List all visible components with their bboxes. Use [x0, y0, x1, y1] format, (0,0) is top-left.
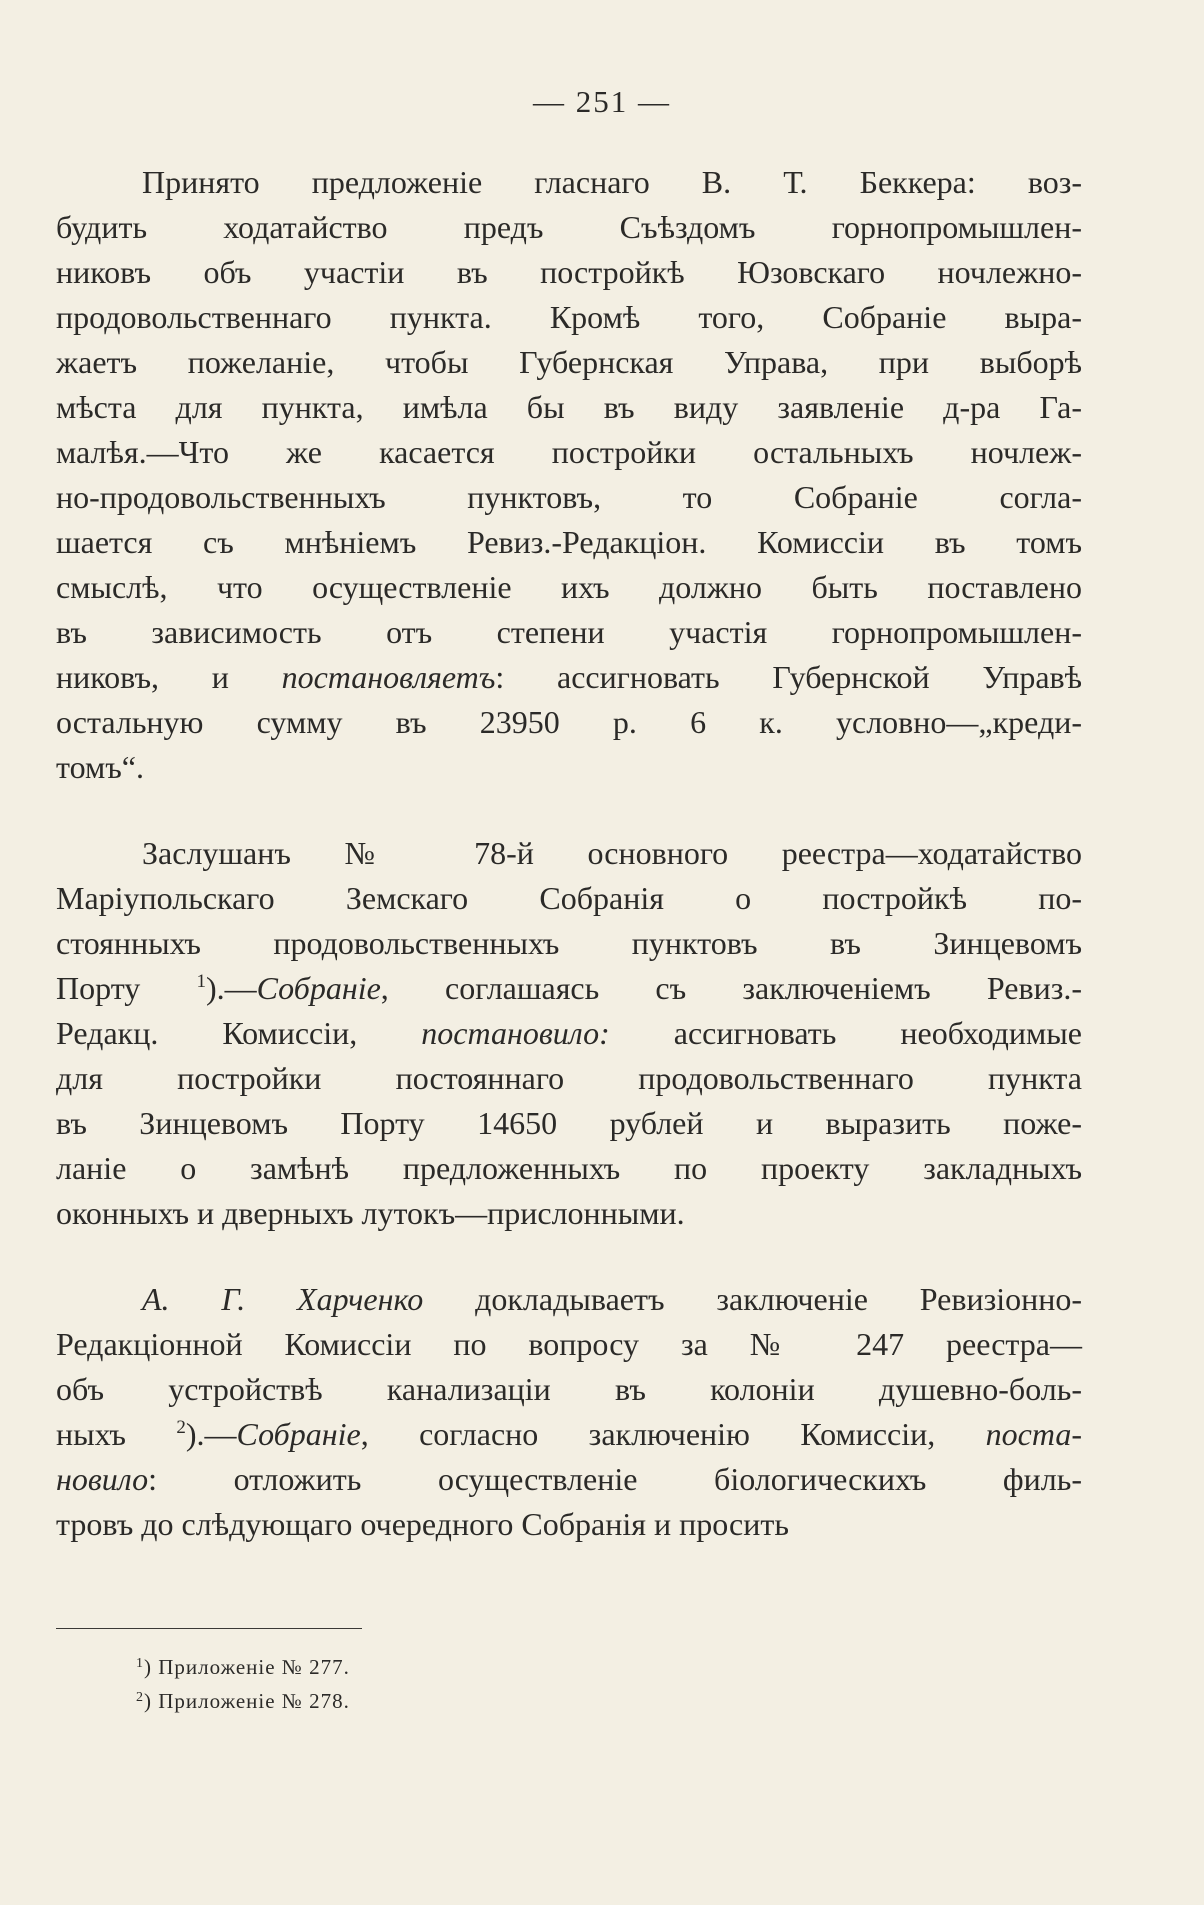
text-line	[56, 1322, 1082, 1367]
text-run: , согласно заключенію Комиссіи,	[360, 1416, 986, 1452]
text-line	[56, 1502, 1082, 1547]
text-line	[56, 340, 1082, 385]
italic-text: постановило:	[421, 1015, 610, 1051]
text-line	[56, 655, 1082, 700]
text-run: томъ“.	[56, 749, 144, 785]
text-run: остальную сумму въ 23950 р. 6 к. условно—„креди-	[56, 704, 1082, 740]
italic-text: А. Г. Харченко	[142, 1281, 424, 1317]
text-run: ланіе о замѣнѣ предложенныхъ по проекту закладныхъ	[56, 1150, 1082, 1186]
text-line	[56, 1146, 1082, 1191]
text-run: стоянныхъ продовольственныхъ пунктовъ въ Зинцевомъ	[56, 925, 1082, 961]
text-line	[56, 966, 1082, 1011]
footnote-mark: 1	[136, 1656, 144, 1671]
text-line	[56, 205, 1082, 250]
footnote-ref: 1	[196, 971, 206, 992]
text-run: тровъ до слѣдующаго очередного Собранія и просить	[56, 1506, 789, 1542]
footnote-mark: 2	[136, 1690, 144, 1705]
text-run: Редакціонной Комиссіи по вопросу за № 247 реестра—	[56, 1326, 1082, 1362]
text-run: ассигновать необходимые	[609, 1015, 1083, 1051]
footnote-divider	[56, 1628, 362, 1629]
text-run: ).—	[185, 1416, 237, 1452]
text-run: мѣста для пункта, имѣла бы въ виду заявленіе д-ра Га-	[56, 389, 1082, 425]
text-run: никовъ, и	[56, 659, 282, 695]
text-run: объ устройствѣ канализаціи въ колоніи душевно-боль-	[56, 1371, 1082, 1407]
paragraph	[56, 1277, 1082, 1547]
footnote-text: ) Приложеніе № 278.	[144, 1689, 350, 1713]
text-run: но-продовольственныхъ пунктовъ, то Собраніе согла-	[56, 479, 1082, 515]
text-line	[56, 1277, 1082, 1322]
text-line	[56, 610, 1082, 655]
text-run: ныхъ	[56, 1416, 177, 1452]
italic-text: постановляетъ	[281, 659, 496, 695]
text-line	[56, 1367, 1082, 1412]
text-line	[56, 250, 1082, 295]
text-line	[56, 430, 1082, 475]
text-line	[56, 1011, 1082, 1056]
footnote-ref: 2	[176, 1417, 186, 1438]
text-run: малѣя.—Что же касается постройки остальныхъ ночлеж-	[56, 434, 1082, 470]
text-run: продовольственнаго пункта. Кромѣ того, Собраніе выра-	[56, 299, 1082, 335]
paragraph	[56, 160, 1082, 790]
text-run: Редакц. Комиссіи,	[56, 1015, 422, 1051]
text-line	[56, 475, 1082, 520]
text-run: Заслушанъ № 78-й основного реестра—ходатайство	[142, 835, 1082, 871]
text-run: оконныхъ и дверныхъ лутокъ—прислонными.	[56, 1195, 685, 1231]
text-run: : ассигновать Губернской Управѣ	[495, 659, 1083, 695]
italic-text: поста-	[985, 1416, 1083, 1452]
italic-text: новило	[56, 1461, 149, 1497]
text-line	[56, 520, 1082, 565]
text-line	[56, 160, 1082, 205]
text-run: Порту	[56, 970, 197, 1006]
text-run: въ Зинцевомъ Порту 14650 рублей и выразить поже-	[56, 1105, 1082, 1141]
text-run: ).—	[205, 970, 257, 1006]
text-run: будить ходатайство предъ Съѣздомъ горнопромышлен-	[56, 209, 1082, 245]
text-line	[56, 745, 1082, 790]
text-run: : отложить осуществленіе біологическихъ филь-	[148, 1461, 1082, 1497]
text-line	[56, 1101, 1082, 1146]
text-line	[56, 876, 1082, 921]
footnote	[136, 1650, 350, 1684]
footnotes	[136, 1650, 350, 1718]
footnote	[136, 1684, 350, 1718]
text-line	[56, 385, 1082, 430]
text-line	[56, 1056, 1082, 1101]
text-run: смыслѣ, что осуществленіе ихъ должно быть поставлено	[56, 569, 1082, 605]
text-run: жаетъ пожеланіе, чтобы Губернская Управа, при выборѣ	[56, 344, 1082, 380]
body-text	[56, 160, 1082, 1588]
text-line	[56, 295, 1082, 340]
text-line	[56, 1191, 1082, 1236]
italic-text: Собраніе	[256, 970, 381, 1006]
text-run: , соглашаясь съ заключеніемъ Ревиз.-	[380, 970, 1082, 1006]
text-line	[56, 565, 1082, 610]
text-line	[56, 921, 1082, 966]
footnote-text: ) Приложеніе № 277.	[144, 1655, 350, 1679]
page-number: — 251 —	[533, 84, 671, 119]
paragraph	[56, 831, 1082, 1236]
text-run: докладываетъ заключеніе Ревизіонно-	[423, 1281, 1082, 1317]
text-run: Принято предложеніе гласнаго В. Т. Беккера: воз-	[142, 164, 1082, 200]
text-run: шается съ мнѣніемъ Ревиз.-Редакціон. Комиссіи въ томъ	[56, 524, 1082, 560]
text-run: для постройки постояннаго продовольственнаго пункта	[56, 1060, 1082, 1096]
italic-text: Собраніе	[236, 1416, 361, 1452]
text-line	[56, 1412, 1082, 1457]
text-line	[56, 831, 1082, 876]
text-run: никовъ объ участіи въ постройкѣ Юзовскаго ночлежно-	[56, 254, 1082, 290]
text-line	[56, 1457, 1082, 1502]
text-line	[56, 700, 1082, 745]
text-run: въ зависимость отъ степени участія горнопромышлен-	[56, 614, 1082, 650]
text-run: Маріупольскаго Земскаго Собранія о постройкѣ по-	[56, 880, 1082, 916]
